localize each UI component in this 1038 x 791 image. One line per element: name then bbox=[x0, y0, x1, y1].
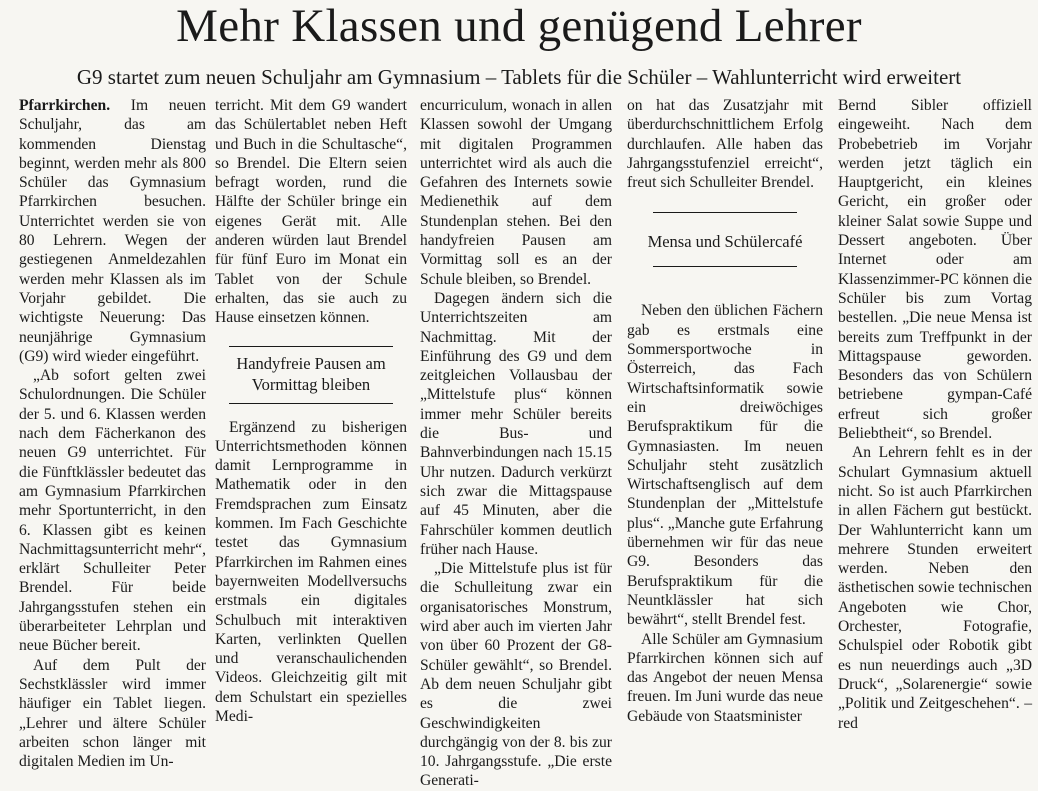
paragraph-text: Im neuen Schuljahr, das am kommenden Dienstag beginnt, werden mehr als 800 Schüler das Gymnasium Pfarrkirchen besuchen. Unterrichtet werden sie von 80 Lehrern. Wegen der gestiegenen Anmeldezahlen werden mehr Klassen als im Vorjahr gebildet. Die wichtigste Neuerung: Das neunjährige Gymnasium (G9) wird wieder eingeführt. bbox=[19, 97, 206, 365]
paragraph: Alle Schüler am Gymnasium Pfarrkirchen können sich auf das Angebot der neuen Mensa freuen. Im Juni wurde das neue Gebäude von Staatsminister bbox=[627, 630, 823, 725]
intertitle: Handyfreie Pausen am Vormittag bleiben bbox=[236, 353, 386, 394]
paragraph: Ergänzend zu bisherigen Unterrichtsmethoden können damit Lernprogramme in Mathematik oder in den Fremdsprachen zum Einsatz kommen. Im Fach Geschichte testet das Gymnasium Pfarrkirchen im Rahmen eines bayernweiten Modellversuchs erstmals ein digitales Schulbuch mit interaktiven Karten, verlinkten Quellen und veranschaulichenden Videos. Gleichzeitig gilt mit dem Schulstart ein spezielles Medi- bbox=[215, 418, 407, 726]
column-2 bbox=[215, 96, 407, 726]
headline: Mehr Klassen und genügend Lehrer bbox=[176, 0, 862, 52]
paragraph: Bernd Sibler offiziell eingeweiht. Nach dem Probebetrieb im Vorjahr werden jetzt täglich ein Hauptgericht, ein kleines Gericht, ein großer oder kleiner Salat sowie Suppe und Dessert angeboten. Über Internet oder am Klassenzimmer-PC können die Schüler bis zum Vortag bestellen. „Die neue Mensa ist bereits zum Treffpunkt in der Mittagspause geworden. Besonders das von Schülern betriebene gympan-Café erfreut sich großer Beliebtheit“, so Brendel. bbox=[838, 97, 1032, 443]
dateline: Pfarrkirchen. bbox=[19, 97, 111, 114]
divider-rule bbox=[653, 212, 797, 213]
column-3 bbox=[420, 96, 612, 790]
intertitle-box bbox=[229, 346, 393, 404]
paragraph: Dagegen ändern sich die Unterrichtszeiten am Nachmittag. Mit der Einführung des G9 und dem zeitgleichen Vollausbau der „Mittelstufe plus“ können immer mehr Schüler bereits die Bus- und Bahnverbindungen nach 15.15 Uhr nutzen. Dadurch verkürzt sich zwar die Mittagspause auf 45 Minuten, aber die Fahrschüler kommen deutlich früher nach Hause. bbox=[420, 289, 612, 558]
column-5 bbox=[838, 96, 1033, 732]
subheadline: G9 startet zum neuen Schuljahr am Gymnasium – Tablets für die Schüler – Wahlunterricht wird erweitert bbox=[76, 65, 962, 89]
paragraph: „Ab sofort gelten zwei Schulordnungen. Die Schüler der 5. und 6. Klassen werden nach dem Fächerkanon des neuen G9 unterrichtet. Für die Fünftklässler bedeutet das am Gymnasium Pfarrkirchen mehr Sportunterricht, in den 6. Klassen gibt es keinen Nachmittagsunterricht mehr“, erklärt Schulleiter Peter Brendel. Für beide Jahrgangsstufen stehen ein überarbeiteter Lehrplan und neue Bücher bereit. bbox=[19, 367, 206, 655]
paragraph: terricht. Mit dem G9 wandert das Schülertablet neben Heft und Buch in die Schultasche“, so Brendel. Die Eltern seien befragt worden, rund die Hälfte der Schüler bringe ein eigenes Gerät mit. Alle anderen würden laut Brendel für fünf Euro im Monat ein Tablet von der Schule erhalten, das sie auch zu Hause einsetzen können. bbox=[215, 97, 407, 327]
paragraph: encurriculum, wonach in allen Klassen sowohl der Umgang mit digitalen Programmen unterrichtet wird als auch die Gefahren des Internets sowie Medienethik auf dem Stundenplan stehen. Bei den handyfreien Pausen am Vormittag soll es an der Schule bleiben, so Brendel. bbox=[420, 97, 612, 288]
author-signature: – red bbox=[838, 695, 1033, 732]
paragraph: Auf dem Pult der Sechstklässler wird immer häufiger ein Tablet liegen. „Lehrer und ältere Schüler arbeiten schon länger mit digitalen Medien im Un- bbox=[19, 656, 206, 771]
paragraph bbox=[19, 96, 206, 366]
column-1 bbox=[19, 96, 206, 771]
paragraph: Neben den üblichen Fächern gab es erstmals eine Sommersportwoche in Österreich, das Fach Wirtschaftsinformatik sowie ein dreiwöchiges Berufspraktikum für die Gymnasiasten. Im neuen Schuljahr steht zusätzlich Wirtschaftsenglisch auf dem Stundenplan der „Mittelstufe plus“. „Manche gute Erfahrung übernehmen wir für das neue G9. Besonders das Berufspraktikum für die Neuntklässler hat sich bewährt“, stellt Brendel fest. bbox=[627, 302, 823, 629]
intertitle: Mensa und Schülercafé bbox=[647, 232, 803, 252]
paragraph: „Die Mittelstufe plus ist für die Schulleitung zwar ein organisatorisches Monstrum, wird aber auch im vierten Jahr von über 60 Prozent der G8-Schüler gewählt“, so Brendel. Ab dem neuen Schuljahr gibt es die zwei Geschwindigkeiten durchgängig von der 8. bis zur 10. Jahrgangsstufe. „Die erste Generati- bbox=[420, 560, 612, 790]
paragraph: on hat das Zusatzjahr mit überdurchschnittlichem Erfolg durchlaufen. Alle haben das Jahrgangsstufenziel erreicht“, freut sich Schulleiter Brendel. bbox=[627, 97, 823, 192]
paragraph-text: An Lehrern fehlt es in der Schulart Gymnasium aktuell nicht. So ist auch Pfarrkirchen in allen Fächern gut bestückt. Der Wahlunterricht kann um mehrere Stunden erweitert werden. Neben den ästhetischen sowie technischen Angeboten wie Chor, Orchester, Fotografie, Schulspiel oder Robotik gibt es nun neuerdings auch „3D Druck“, „Solarenergie“ sowie „Politik und Zeitgeschehen“. bbox=[838, 444, 1032, 713]
column-4 bbox=[627, 96, 823, 725]
paragraph bbox=[838, 443, 1032, 732]
divider-rule bbox=[653, 266, 797, 267]
